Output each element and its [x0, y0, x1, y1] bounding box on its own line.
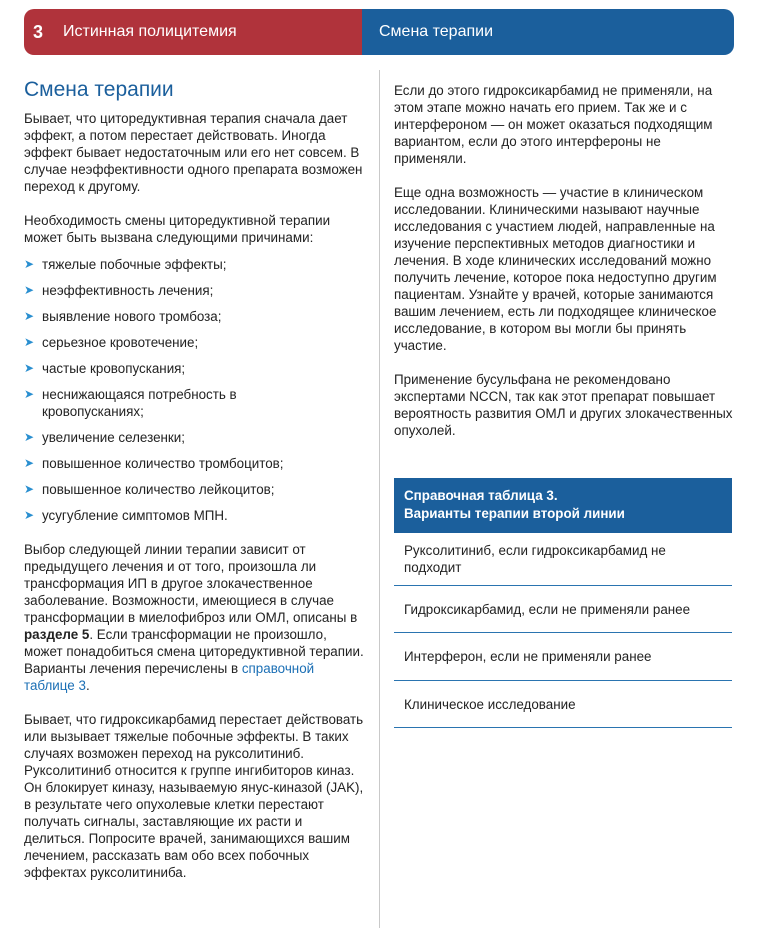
intro-paragraph: Бывает, что циторедуктивная терапия сначала дает эффект, а потом перестает действовать. Иногда эффект бывает недостаточным или его нет совсем. В случае неэффективности одного препарата возможен переход к другому. [24, 111, 363, 194]
chevron-right-icon: ➤ [24, 430, 35, 444]
table-reference-link[interactable]: справочной таблице 3 [24, 661, 315, 693]
right-column [394, 82, 734, 439]
table-row: Руксолитиниб, если гидроксикарбамид не подходит [394, 533, 732, 586]
chevron-right-icon: ➤ [24, 387, 35, 401]
section-banner [362, 9, 734, 55]
table-row: Клиническое исследование [394, 681, 732, 728]
chevron-right-icon: ➤ [24, 283, 35, 297]
list-item: ➤ повышенное количество тромбоцитов; [24, 456, 284, 471]
table-title: Справочная таблица 3. [404, 488, 558, 503]
chevron-right-icon: ➤ [24, 361, 35, 375]
chevron-right-icon: ➤ [24, 309, 35, 323]
section-title: Смена терапии [379, 23, 494, 40]
chevron-right-icon: ➤ [24, 456, 35, 470]
chapter-number: 3 [33, 21, 44, 42]
list-item: ➤ увеличение селезенки; [24, 430, 185, 445]
list-item: ➤ выявление нового тромбоза; [24, 309, 222, 324]
chapter-title: Истинная полицитемия [63, 23, 237, 40]
next-line-paragraph: Выбор следующей линии терапии зависит от предыдущего лечения и от того, произошла ли трансформация ИП в другое злокачественное заболевание. Возможности, имеющиеся в случае трансформации в миелофиброз или ОМЛ, описаны в разделе 5. Если трансформации не произошло, может понадобиться смена циторедуктивной терапии. Варианты лечения перечислены в справочной таблице 3. [24, 542, 364, 693]
table-row: Интерферон, если не применяли ранее [394, 633, 732, 681]
page-header [24, 9, 734, 55]
chevron-right-icon: ➤ [24, 257, 35, 271]
section-reference: разделе 5 [24, 627, 90, 642]
table-row: Гидроксикарбамид, если не применяли ранее [394, 586, 732, 633]
list-item: ➤ неснижающаяся потребность в кровопусканиях; [24, 387, 237, 419]
column-divider [379, 70, 380, 928]
left-column [24, 78, 366, 881]
list-item: ➤ тяжелые побочные эффекты; [24, 257, 227, 272]
hydroxycarbamide-paragraph: Если до этого гидроксикарбамид не применяли, на этом этапе можно начать его прием. Так же и с интерфероном — он может оказаться подходящим вариантом, если до этого интерфероны не применяли. [394, 83, 713, 166]
list-item: ➤ серьезное кровотечение; [24, 335, 199, 350]
ruxolitinib-paragraph: Бывает, что гидроксикарбамид перестает действовать или вызывает тяжелые побочные эффекты. В таких случаях возможен переход на руксолитиниб. Руксолитиниб относится к группе ингибиторов киназ. Он блокирует киназу, называемую янус-киназой (JAK), в результате чего опухолевые клетки перестают получать сигналы, заставляющие их расти и делиться. Попросите врачей, занимающихся вашим лечением, рассказать вам обо всех побочных эффектах руксолитиниба. [24, 712, 364, 880]
clinical-trial-paragraph: Еще одна возможность — участие в клиническом исследовании. Клиническими называют научные исследования с участием людей, направленные на изучение перспективных методов диагностики и лечения. В ходе клинических исследований можно получить лечение, которое пока недоступно другим пациентам. Узнайте у врачей, которые занимаются вашим лечением, есть ли подходящее клиническое исследование, в котором вы могли бы принять участие. [394, 185, 717, 353]
reasons-intro: Необходимость смены циторедуктивной терапии может быть вызвана следующими причинами: [24, 213, 331, 245]
list-item: ➤ неэффективность лечения; [24, 283, 214, 298]
chevron-right-icon: ➤ [24, 335, 35, 349]
table-subtitle: Варианты терапии второй линии [404, 506, 625, 521]
chapter-banner [24, 9, 362, 55]
busulfan-paragraph: Применение бусульфана не рекомендовано экспертами NCCN, так как этот препарат повышает вероятность развития ОМЛ и других злокачественных опухолей. [394, 372, 733, 438]
chevron-right-icon: ➤ [24, 508, 35, 522]
reference-table [394, 478, 732, 728]
list-item: ➤ усугубление симптомов МПН. [24, 508, 228, 523]
list-item: ➤ частые кровопускания; [24, 361, 186, 376]
page-heading: Смена терапии [24, 78, 174, 101]
chevron-right-icon: ➤ [24, 482, 35, 496]
list-item: ➤ повышенное количество лейкоцитов; [24, 482, 275, 497]
reasons-list [24, 256, 366, 524]
table-header [394, 478, 732, 533]
